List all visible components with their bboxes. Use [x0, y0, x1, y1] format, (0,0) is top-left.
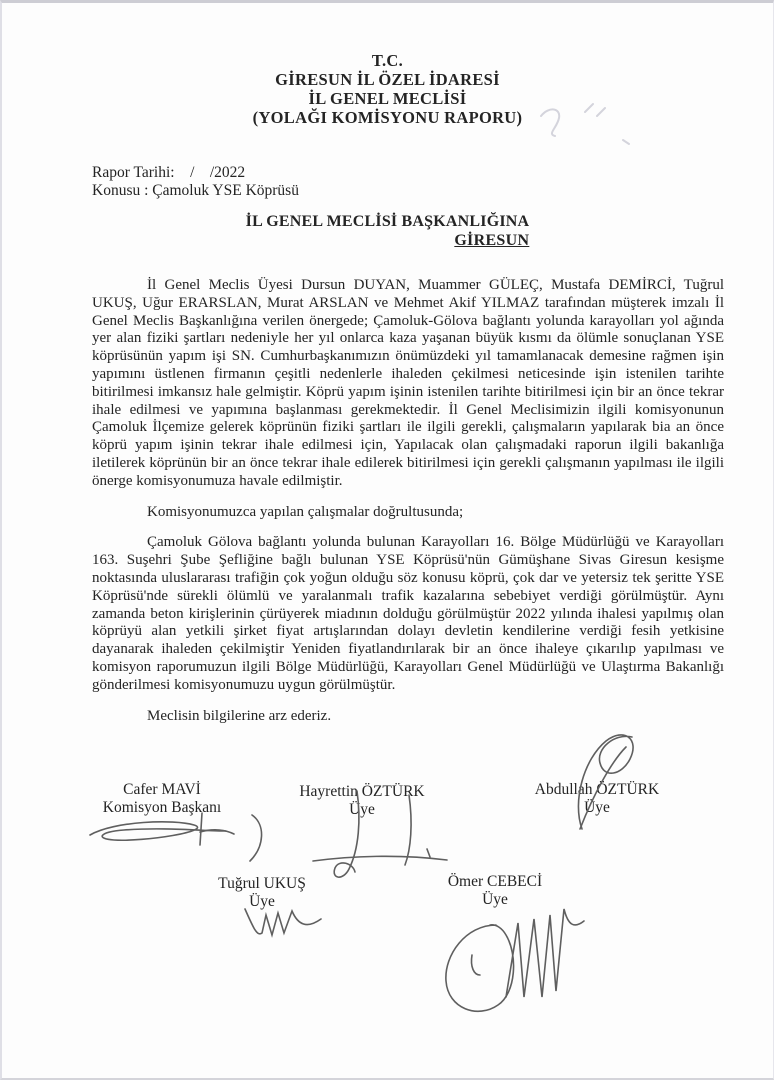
- report-meta: [92, 164, 773, 200]
- closing-line: Meclisin bilgilerine arz ederiz.: [147, 707, 332, 724]
- addressee: [2, 213, 773, 250]
- signer-name: Hayrettin ÖZTÜRK: [299, 783, 425, 800]
- signer-name: Tuğrul UKUŞ: [218, 875, 306, 892]
- report-date: Rapor Tarihi: / /2022: [92, 164, 246, 181]
- body-paragraph-1: İl Genel Meclis Üyesi Dursun DUYAN, Muammer GÜLEÇ, Mustafa DEMİRCİ, Tuğrul UKUŞ, Uğur ERARSLAN, Murat ARSLAN ve Mehmet Akif YILMAZ tarafından müşterek imzalı İl Genel Meclis Başkanlığına verilen önergede; Çamoluk-Gölova bağlantı yolunda karayolları yol ağında yer alan fiziki şartları nedeniyle her yıl onlarca kaza yaşanan büyük kısmı da ölümle sonuçlanan YSE köprüsünün yapım işi SN. Cumhurbaşkanımızın önümüzdeki yıl tamamlanacak demesine rağmen işin yapımını üstlenen firmanın çeşitli nedenlerle ihaleden çekilmesi neticesinde işin istenilen tarihte bitirilmesi imkansız hale gelmiştir. Köprü yapım işinin istenilen tarihte bitirilmesi için bir an önce tekrar ihale edilmesi ve yapımına başlanması gerekmektedir. İl Genel Meclisimizin ilgili komisyonunun Çamoluk İlçemize gelerek köprünün fiziki şartları ile ilgili gerekli, çalışmaların yapılarak bia an önce köprü yapım işinin tekrar ihale edilmesi için, Yapılacak olan çalışmadaki raporun ilgili bakanlığa iletilerek köprünün bir an önce tekrar ihale edilerek bitirilmesi için gerekli çalışmanın yapılması ile ilgili önerge komisyonumuza havale edilmiştir.: [92, 277, 724, 489]
- report-subject: Konusu : Çamoluk YSE Köprüsü: [92, 182, 299, 199]
- letterhead-idare: GİRESUN İL ÖZEL İDARESİ: [275, 70, 500, 89]
- pencil-note-mark: [527, 98, 657, 158]
- body-paragraph-2: Çamoluk Gölova bağlantı yolunda bulunan Karayolları 16. Bölge Müdürlüğü ve Karayolları 163. Suşehri Şube Şefliğine bağlı bulunan YSE Köprüsü'nün Gümüşhane Sivas Giresun kesişme noktasında uluslararası trafiğin çok yoğun olduğu söz konusu köprü, çok dar ve yetersiz tek şeritte YSE Köprüsü'nde sürekli ölümlü ve yaralanmalı trafik kazalarına sebebiyet verdiği görülmüştür. Aynı zamanda beton kirişlerinin çürüyerek miadının dolduğu görülmüştür 2022 yılında ihalesi yapılmış olan köprüyü alan yetkili şirket fiyat artışlarından dolayı devletin kendilerine verdiği fesih yetkisine dayanarak ihaleden çekilmiştir Yeniden fiyatlandırılarak bir an önce ihaleye çıkarılıp yapılması ve komisyon raporumuzun ilgili Bölge Müdürlüğü, Karayolları Genel Müdürlüğü ve Ulaştırma Bakanlığı gönderilmesi komisyonumuzu uygun görülmüştür.: [92, 534, 724, 693]
- signature-omer-cebeci: [434, 895, 589, 1027]
- signer-title: Üye: [249, 893, 275, 910]
- letterhead-tc: T.C.: [371, 51, 404, 70]
- body-intro-line: Komisyonumuzca yapılan çalışmalar doğrultusunda;: [147, 503, 464, 520]
- letterhead-rapor: (YOLAĞI KOMİSYONU RAPORU): [252, 108, 523, 127]
- pencil-digit-2: [541, 109, 559, 136]
- addressee-city: GİRESUN: [454, 232, 530, 249]
- addressee-title: İL GENEL MECLİSİ BAŞKANLIĞINA: [245, 213, 530, 230]
- letterhead: [2, 51, 773, 127]
- signer-title: Üye: [584, 799, 610, 816]
- signer-title: Komisyon Başkanı: [102, 799, 222, 816]
- signature-abdullah-ozturk: [552, 729, 672, 835]
- signature-cafer-mavi: [82, 809, 272, 865]
- letterhead-meclis: İL GENEL MECLİSİ: [308, 89, 467, 108]
- signer-name: Abdullah ÖZTÜRK: [534, 781, 660, 798]
- document-body: [92, 277, 724, 695]
- signer-name: Ömer CEBECİ: [447, 873, 543, 890]
- signer-title: Üye: [349, 801, 375, 818]
- signer-title: Üye: [482, 891, 508, 908]
- pencil-scribble: [585, 104, 629, 144]
- signature-tugrul-ukus: [239, 901, 329, 947]
- signer-name: Cafer MAVİ: [123, 781, 201, 798]
